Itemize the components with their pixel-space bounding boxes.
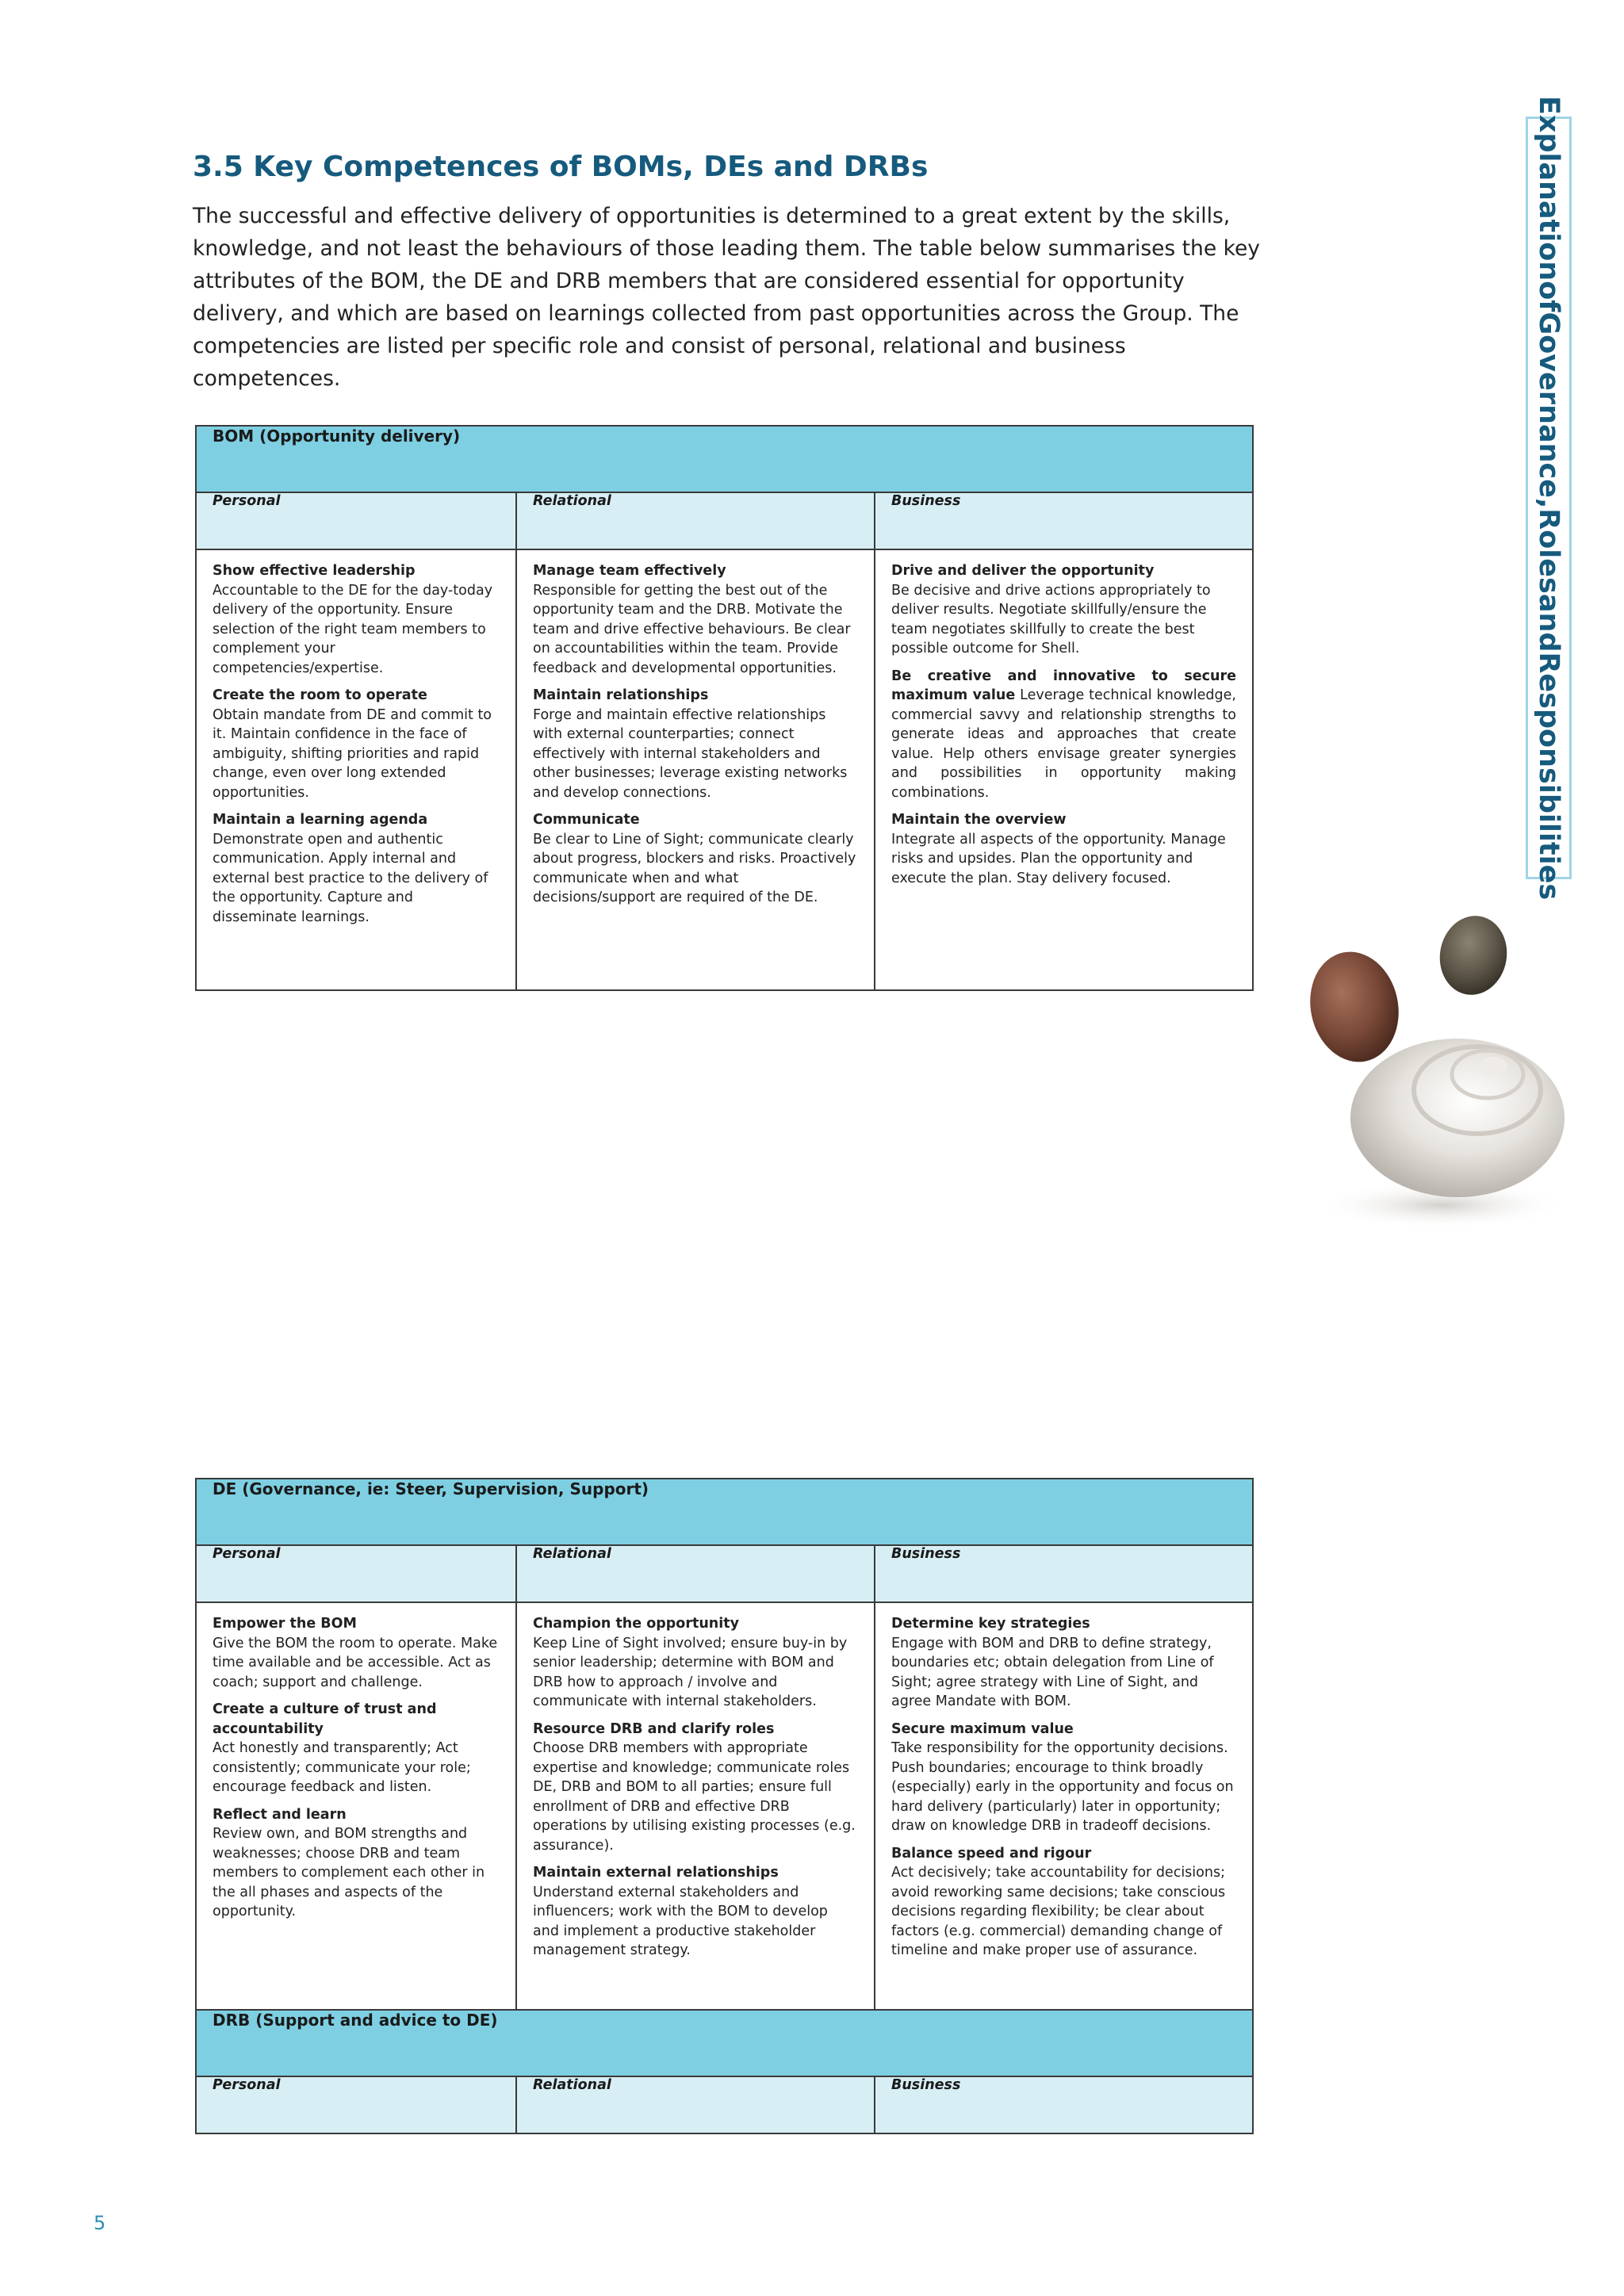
- page-number: 5: [94, 2212, 106, 2234]
- de-col-relational: Relational: [516, 1545, 875, 1602]
- competence-item: [213, 1614, 500, 1692]
- bom-table-title: BOM (Opportunity delivery): [196, 426, 1253, 492]
- competence-text: Demonstrate open and authentic communication. Apply internal and external best practice to the delivery of the opportunity. Capture and disseminate learnings.: [213, 831, 488, 925]
- competence-text: Responsible for getting the best out of the opportunity team and the DRB. Motivate the team and drive effective behaviours. Be clear on accountabilities within the team. Provide feedback and developmental opportunities.: [533, 582, 851, 676]
- competence-title: Communicate: [533, 812, 640, 828]
- de-table-title: DE (Governance, ie: Steer, Supervision, Support): [196, 1479, 1253, 1545]
- competence-item: [213, 1700, 500, 1797]
- competence-title: Champion the opportunity: [533, 1616, 740, 1632]
- competence-item: [533, 561, 858, 678]
- competence-item: [533, 686, 858, 802]
- competence-title: Balance speed and rigour: [891, 1845, 1092, 1862]
- competence-title: Reflect and learn: [213, 1806, 347, 1823]
- drb-col-relational: Relational: [516, 2076, 875, 2133]
- competence-item: [213, 810, 500, 927]
- de-personal-cell: [196, 1602, 516, 2010]
- de-drb-competence-table: [195, 1478, 1254, 2134]
- competence-text: Leverage technical knowledge, commercial savvy and relationship strengths to generate ideas and approaches that create value. Help others envisage greater synergies and possibilities in opportunity making combinations.: [891, 687, 1236, 801]
- competence-item: [891, 1720, 1236, 1836]
- competence-text: Integrate all aspects of the opportunity. Manage risks and upsides. Plan the opportunity and execute the plan. Stay delivery focused.: [891, 831, 1226, 886]
- competence-text: Review own, and BOM strengths and weaknesses; choose DRB and team members to complement each other in the all phases and aspects of the opportunity.: [213, 1826, 485, 1919]
- competence-title: Be creative and innovative to secure maximum value: [891, 668, 1236, 703]
- competence-text: Understand external stakeholders and influencers; work with the BOM to develop and implement a productive stakeholder management strategy.: [533, 1884, 828, 1958]
- intro-paragraph: The successful and effective delivery of opportunities is determined to a great extent by the skills, knowledge, and not least the behaviours of those leading them. The table below summarises the key attributes of the BOM, the DE and DRB members that are considered essential for opportunity delivery, and which are based on learnings collected from past opportunities across the Group. The competencies are listed per specific role and consist of personal, relational and business competences.: [193, 204, 1260, 391]
- de-col-business: Business: [875, 1545, 1253, 1602]
- competence-text: Be clear to Line of Sight; communicate clearly about progress, blockers and risks. Proactively communicate when and what decisions/support are required of the DE.: [533, 831, 856, 905]
- bom-col-business: Business: [875, 492, 1253, 549]
- competence-item: [891, 561, 1236, 659]
- competence-item: [213, 561, 500, 678]
- competence-text: Act decisively; take accountability for decisions; avoid reworking same decisions; take conscious decisions regarding flexibility; be clear about factors (e.g. commercial) demanding change of timeline and make proper use of assurance.: [891, 1865, 1226, 1958]
- competence-text: Accountable to the DE for the day-today delivery of the opportunity. Ensure selection of the right team members to complement your competencies/expertise.: [213, 582, 493, 676]
- competence-title: Secure maximum value: [891, 1720, 1074, 1737]
- competence-item: [533, 810, 858, 908]
- competence-item: [533, 1614, 858, 1712]
- competence-item: [213, 1805, 500, 1922]
- competence-item: [891, 810, 1236, 888]
- competence-title: Drive and deliver the opportunity: [891, 563, 1155, 579]
- competence-item: [891, 1614, 1236, 1712]
- competence-title: Manage team effectively: [533, 563, 726, 579]
- de-relational-cell: [516, 1602, 875, 2010]
- de-col-personal: Personal: [196, 1545, 516, 1602]
- competence-text: Choose DRB members with appropriate expertise and knowledge; communicate roles DE, DRB and BOM to all parties; ensure full enrollment of DRB and effective DRB operations by utilising existing processes (e.g. assurance).: [533, 1740, 856, 1854]
- competence-text: Give the BOM the room to operate. Make time available and be accessible. Act as coach; support and challenge.: [213, 1635, 498, 1690]
- competence-item: [213, 686, 500, 802]
- competence-title: Maintain a learning agenda: [213, 812, 428, 828]
- bom-relational-cell: [516, 549, 875, 990]
- de-business-cell: [875, 1602, 1253, 2010]
- competence-title: Maintain relationships: [533, 687, 709, 703]
- drb-table-title: DRB (Support and advice to DE): [196, 2010, 1253, 2076]
- competence-text: Keep Line of Sight involved; ensure buy-in by senior leadership; determine with BOM and DRB how to approach / involve and communicate with internal stakeholders.: [533, 1635, 848, 1709]
- competence-text: Obtain mandate from DE and commit to it. Maintain confidence in the face of ambiguity, shifting priorities and rapid change, even over long extended opportunities.: [213, 706, 492, 801]
- competence-title: Empower the BOM: [213, 1616, 357, 1632]
- side-section-tab: [1526, 95, 1572, 901]
- competence-item: [533, 1863, 858, 1961]
- competence-title: Show effective leadership: [213, 563, 416, 579]
- bom-col-relational: Relational: [516, 492, 875, 549]
- competence-text: Be decisive and drive actions appropriately to deliver results. Negotiate skillfully/ensure the team negotiates skillfully to create the best possible outcome for Shell.: [891, 582, 1211, 656]
- competence-title: Maintain the overview: [891, 812, 1067, 828]
- drb-col-personal: Personal: [196, 2076, 516, 2133]
- pebbles-and-shell-image: [1275, 904, 1596, 1237]
- competence-item: [891, 1844, 1236, 1961]
- competence-title: Determine key strategies: [891, 1616, 1090, 1632]
- competence-text: Take responsibility for the opportunity decisions. Push boundaries; encourage to think broadly (especially) early in the opportunity and focus on hard delivery (particularly) later in opportunity; draw on knowledge DRB in tradeoff decisions.: [891, 1740, 1234, 1834]
- competence-text: Act honestly and transparently; Act consistently; communicate your role; encourage feedback and listen.: [213, 1740, 471, 1795]
- competence-title: Maintain external relationships: [533, 1865, 779, 1881]
- competence-item: [533, 1720, 858, 1856]
- drb-col-business: Business: [875, 2076, 1253, 2133]
- bom-business-cell: [875, 549, 1253, 990]
- competence-title: Create a culture of trust and accountability: [213, 1701, 437, 1737]
- competence-text: Engage with BOM and DRB to define strategy, boundaries etc; obtain delegation from Line of Sight; agree strategy with Line of Sight, and agree Mandate with BOM.: [891, 1635, 1214, 1709]
- competence-title: Create the room to operate: [213, 687, 427, 703]
- bom-col-personal: Personal: [196, 492, 516, 549]
- side-section-title: ExplanationofGovernance,RolesandResponsibilities: [1533, 95, 1565, 901]
- section-heading: 3.5 Key Competences of BOMs, DEs and DRBs: [193, 151, 929, 183]
- bom-competence-table: [195, 425, 1254, 991]
- competence-item: [891, 667, 1236, 803]
- competence-text: Forge and maintain effective relationships with external counterparties; connect effectively with internal stakeholders and other businesses; leverage existing networks and develop connections.: [533, 706, 848, 801]
- competence-title: Resource DRB and clarify roles: [533, 1720, 775, 1737]
- bom-personal-cell: [196, 549, 516, 990]
